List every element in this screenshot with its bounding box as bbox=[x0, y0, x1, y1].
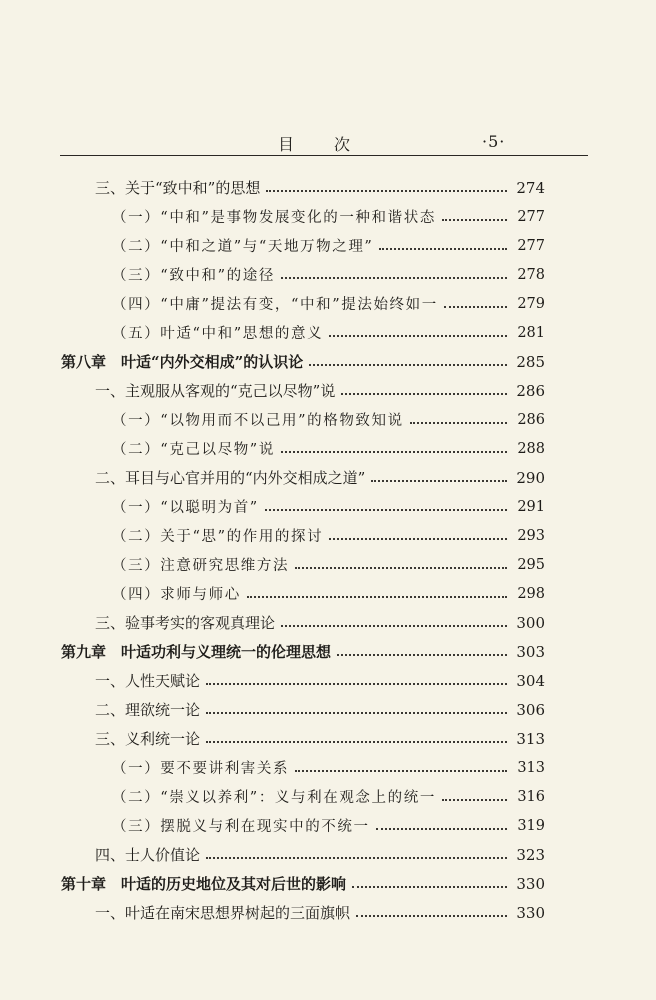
header-title-right: 次 bbox=[334, 135, 353, 154]
dot-leader bbox=[206, 741, 507, 743]
toc-entry-label: （四）“中庸”提法有变，“中和”提法始终如一 bbox=[112, 297, 438, 313]
toc-entry-label: （一）“以聪明为首” bbox=[112, 500, 259, 516]
toc-entry-page: 286 bbox=[516, 381, 545, 400]
toc-entry-page: 306 bbox=[516, 700, 545, 719]
toc-entry-page: 293 bbox=[517, 527, 545, 544]
toc-section-row bbox=[0, 173, 656, 202]
dot-leader bbox=[376, 828, 507, 830]
toc-entry-label: 三、关于“致中和”的思想 bbox=[95, 179, 261, 197]
dot-leader bbox=[371, 480, 507, 482]
dot-leader bbox=[352, 886, 507, 888]
toc-entry-label: （一）“中和”是事物发展变化的一种和谐状态 bbox=[112, 210, 436, 226]
dot-leader bbox=[206, 857, 507, 859]
header-title-left: 目 bbox=[278, 135, 297, 154]
toc-entry-page: 281 bbox=[517, 324, 545, 341]
dot-leader bbox=[281, 451, 507, 453]
dot-leader bbox=[309, 364, 507, 366]
running-header-title bbox=[278, 132, 352, 155]
toc-entry-page: 319 bbox=[517, 817, 545, 834]
toc-entry-page: 288 bbox=[517, 440, 545, 457]
dot-leader bbox=[410, 422, 507, 424]
toc-entry-label: （二）“克己以尽物”说 bbox=[112, 442, 275, 458]
toc-entry-page: 285 bbox=[516, 352, 545, 371]
toc-entry-page: 286 bbox=[517, 411, 545, 428]
toc-chapter-row bbox=[0, 347, 656, 376]
dot-leader bbox=[329, 538, 507, 540]
toc-section-row bbox=[0, 376, 656, 405]
toc-entry-label: （二）“崇义以养利”：义与利在观念上的统一 bbox=[112, 790, 436, 806]
dot-leader bbox=[329, 335, 507, 337]
toc-section-row bbox=[0, 463, 656, 492]
dot-leader bbox=[442, 799, 507, 801]
dot-leader bbox=[379, 248, 507, 250]
toc-entry-page: 300 bbox=[516, 613, 545, 632]
toc-entry-label: 一、叶适在南宋思想界树起的三面旗帜 bbox=[95, 904, 351, 922]
toc-entry-label: 第十章 叶适的历史地位及其对后世的影响 bbox=[61, 875, 347, 893]
toc-entry-label: （一）要不要讲利害关系 bbox=[112, 761, 290, 777]
toc-entry-label: （三）注意研究思维方法 bbox=[112, 558, 290, 574]
toc-entry-page: 330 bbox=[516, 903, 545, 922]
toc-entry-page: 313 bbox=[516, 729, 545, 748]
toc-entry-label: 二、理欲统一论 bbox=[95, 701, 201, 719]
toc-entry-page: 316 bbox=[517, 788, 545, 805]
toc-section-row bbox=[0, 898, 656, 927]
toc-entry-label: （四）求师与师心 bbox=[112, 587, 241, 603]
dot-leader bbox=[281, 277, 507, 279]
toc-section-row bbox=[0, 840, 656, 869]
toc-subsection-row bbox=[0, 521, 656, 550]
toc-section-row bbox=[0, 608, 656, 637]
toc-subsection-row bbox=[0, 289, 656, 318]
dot-leader bbox=[281, 625, 507, 627]
toc-section-row bbox=[0, 666, 656, 695]
dot-leader bbox=[295, 567, 507, 569]
toc-entry-label: 二、耳目与心官并用的“内外交相成之道” bbox=[95, 469, 366, 487]
toc-subsection-row bbox=[0, 318, 656, 347]
toc-entry-label: 第九章 叶适功利与义理统一的伦理思想 bbox=[61, 643, 332, 661]
header-page-number: ·5· bbox=[482, 132, 506, 151]
toc-entry-label: 第八章 叶适“内外交相成”的认识论 bbox=[61, 353, 304, 371]
toc-entry-page: 304 bbox=[516, 671, 545, 690]
toc-entry-page: 277 bbox=[517, 237, 545, 254]
toc-entry-label: 三、验事考实的客观真理论 bbox=[95, 614, 276, 632]
dot-leader bbox=[206, 683, 507, 685]
toc-entry-page: 274 bbox=[516, 178, 545, 197]
toc-entry-page: 298 bbox=[517, 585, 545, 602]
dot-leader bbox=[442, 219, 507, 221]
toc-entry-label: 三、义利统一论 bbox=[95, 730, 201, 748]
header-rule bbox=[60, 155, 588, 156]
toc-chapter-row bbox=[0, 869, 656, 898]
toc-subsection-row bbox=[0, 231, 656, 260]
dot-leader bbox=[444, 306, 507, 308]
toc-subsection-row bbox=[0, 434, 656, 463]
dot-leader bbox=[265, 509, 507, 511]
toc-section-row bbox=[0, 695, 656, 724]
toc-entry-label: （二）关于“思”的作用的探讨 bbox=[112, 529, 324, 545]
toc-section-row bbox=[0, 724, 656, 753]
toc-entry-page: 313 bbox=[517, 759, 545, 776]
toc-subsection-row bbox=[0, 260, 656, 289]
toc-subsection-row bbox=[0, 782, 656, 811]
toc-entry-page: 279 bbox=[517, 295, 545, 312]
toc-subsection-row bbox=[0, 550, 656, 579]
toc-entry-page: 291 bbox=[517, 498, 545, 515]
toc-entry-label: （三）“致中和”的途径 bbox=[112, 268, 275, 284]
toc-entry-page: 278 bbox=[517, 266, 545, 283]
dot-leader bbox=[341, 393, 507, 395]
toc-chapter-row bbox=[0, 637, 656, 666]
toc-entry-page: 303 bbox=[516, 642, 545, 661]
toc-entry-page: 277 bbox=[517, 208, 545, 225]
dot-leader bbox=[337, 654, 507, 656]
toc-subsection-row bbox=[0, 405, 656, 434]
table-of-contents bbox=[0, 173, 656, 927]
toc-entry-page: 295 bbox=[517, 556, 545, 573]
toc-entry-label: （五）叶适“中和”思想的意义 bbox=[112, 326, 324, 342]
toc-entry-label: （一）“以物用而不以己用”的格物致知说 bbox=[112, 413, 404, 429]
toc-entry-page: 290 bbox=[516, 468, 545, 487]
dot-leader bbox=[247, 596, 507, 598]
dot-leader bbox=[356, 915, 507, 917]
toc-entry-page: 330 bbox=[516, 874, 545, 893]
dot-leader bbox=[206, 712, 507, 714]
toc-entry-label: （三）摆脱义与利在现实中的不统一 bbox=[112, 819, 370, 835]
toc-subsection-row bbox=[0, 202, 656, 231]
toc-entry-label: （二）“中和之道”与“天地万物之理” bbox=[112, 239, 374, 255]
toc-subsection-row bbox=[0, 753, 656, 782]
dot-leader bbox=[295, 770, 507, 772]
toc-subsection-row bbox=[0, 492, 656, 521]
toc-subsection-row bbox=[0, 811, 656, 840]
toc-entry-label: 一、人性天赋论 bbox=[95, 672, 201, 690]
dot-leader bbox=[266, 190, 507, 192]
toc-entry-label: 四、士人价值论 bbox=[95, 846, 201, 864]
toc-entry-label: 一、主观服从客观的“克己以尽物”说 bbox=[95, 382, 336, 400]
toc-subsection-row bbox=[0, 579, 656, 608]
toc-entry-page: 323 bbox=[516, 845, 545, 864]
